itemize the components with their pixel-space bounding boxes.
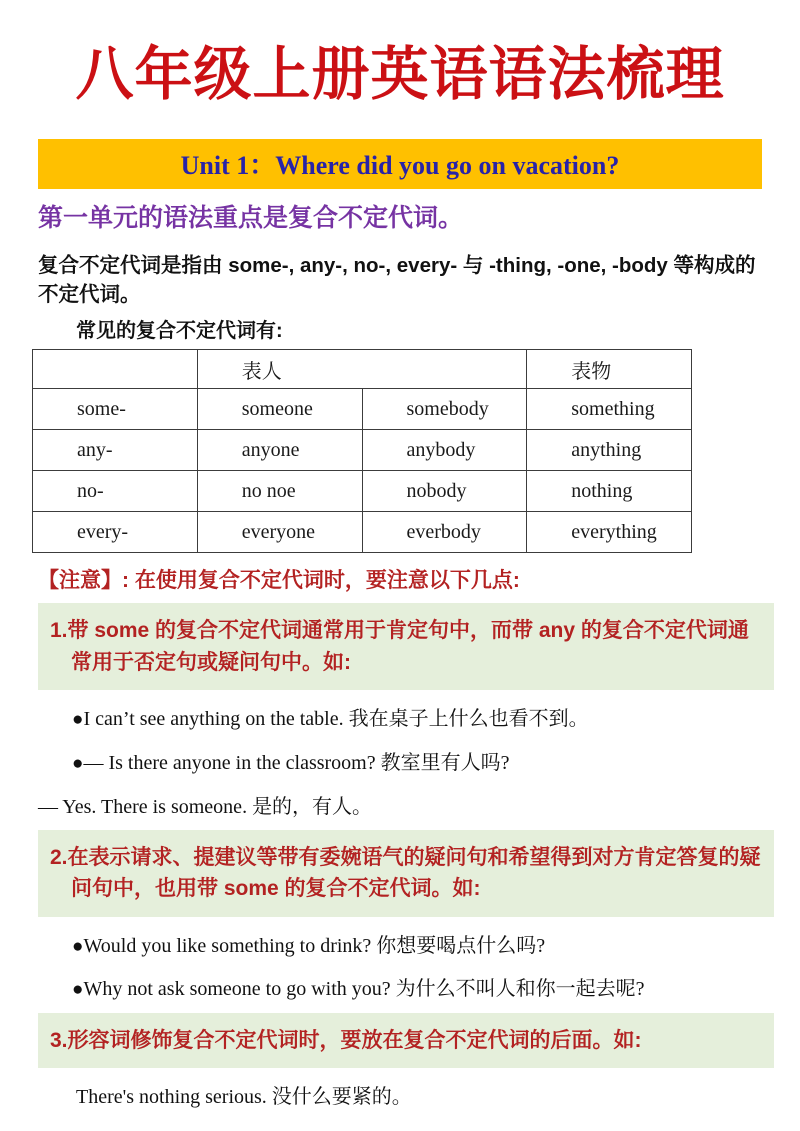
intro-paragraph: 复合不定代词是指由 some-, any-, no-, every- 与 -thing, -one, -body 等构成的不定代词。 [38, 253, 756, 307]
example-line [72, 975, 762, 1004]
table-cell: something [527, 389, 692, 430]
table-cell: everything [527, 512, 692, 553]
example-line [72, 932, 762, 961]
bullet-icon: ● [72, 935, 84, 957]
table-cell: every- [33, 512, 198, 553]
table-cell: everbody [362, 512, 527, 553]
table-cell: anyone [197, 430, 362, 471]
example-line [76, 1083, 762, 1111]
table-cell: some- [33, 389, 198, 430]
pronoun-table [32, 349, 692, 553]
table-header-person: 表人 [197, 350, 527, 389]
bullet-icon: ● [72, 753, 84, 775]
table-row [33, 512, 692, 553]
table-header-thing: 表物 [527, 350, 692, 389]
example-text: There's nothing serious. 没什么要紧的。 [76, 1086, 412, 1109]
table-header-blank [33, 350, 198, 389]
table-row [33, 430, 692, 471]
example-text: — Yes. There is someone. 是的，有人。 [38, 795, 373, 818]
rule-box-1 [38, 603, 774, 690]
table-cell: no noe [197, 471, 362, 512]
table-cell: everyone [197, 512, 362, 553]
table-row [33, 471, 692, 512]
page-title: 八年级上册英语语法梳理 [75, 42, 725, 107]
table-cell: someone [197, 389, 362, 430]
table-cell: anything [527, 430, 692, 471]
example-line [38, 793, 762, 821]
table-intro: 常见的复合不定代词有: [76, 320, 283, 343]
rule-box-3 [38, 1013, 774, 1069]
example-text: Why not ask someone to go with you? 为什么不叫人和你一起去呢? [83, 978, 645, 1001]
table-cell: nobody [362, 471, 527, 512]
unit-banner-text: Unit 1：Where did you go on vacation? [180, 151, 620, 181]
table-cell: any- [33, 430, 198, 471]
bullet-icon: ● [72, 709, 84, 731]
example-text: Would you like something to drink? 你想要喝点什么吗? [83, 934, 546, 957]
example-line [72, 705, 762, 734]
example-text: — Is there anyone in the classroom? 教室里有人吗? [83, 752, 510, 775]
table-cell: anybody [362, 430, 527, 471]
rule-2-text: 2.在表示请求、提建议等带有委婉语气的疑问句和希望得到对方肯定答复的疑问句中，也用带 some 的复合不定代词。如: [50, 845, 761, 901]
table-cell: nothing [527, 471, 692, 512]
section-heading: 第一单元的语法重点是复合不定代词。 [38, 203, 464, 232]
rule-1-text: 1.带 some 的复合不定代词通常用于肯定句中，而带 any 的复合不定代词通常用于否定句或疑问句中。如: [50, 619, 749, 674]
rule-box-2 [38, 830, 774, 917]
unit-banner [38, 139, 762, 189]
table-row [33, 389, 692, 430]
table-cell: somebody [362, 389, 527, 430]
table-header-row [33, 350, 692, 389]
rule-3-text: 3.形容词修饰复合不定代词时，要放在复合不定代词的后面。如: [50, 1028, 642, 1052]
example-text: I can’t see anything on the table. 我在桌子上什么也看不到。 [83, 708, 589, 731]
note-heading: 【注意】: 在使用复合不定代词时，要注意以下几点: [38, 569, 520, 593]
table-cell: no- [33, 471, 198, 512]
bullet-icon: ● [72, 979, 84, 1001]
example-line [72, 749, 762, 778]
